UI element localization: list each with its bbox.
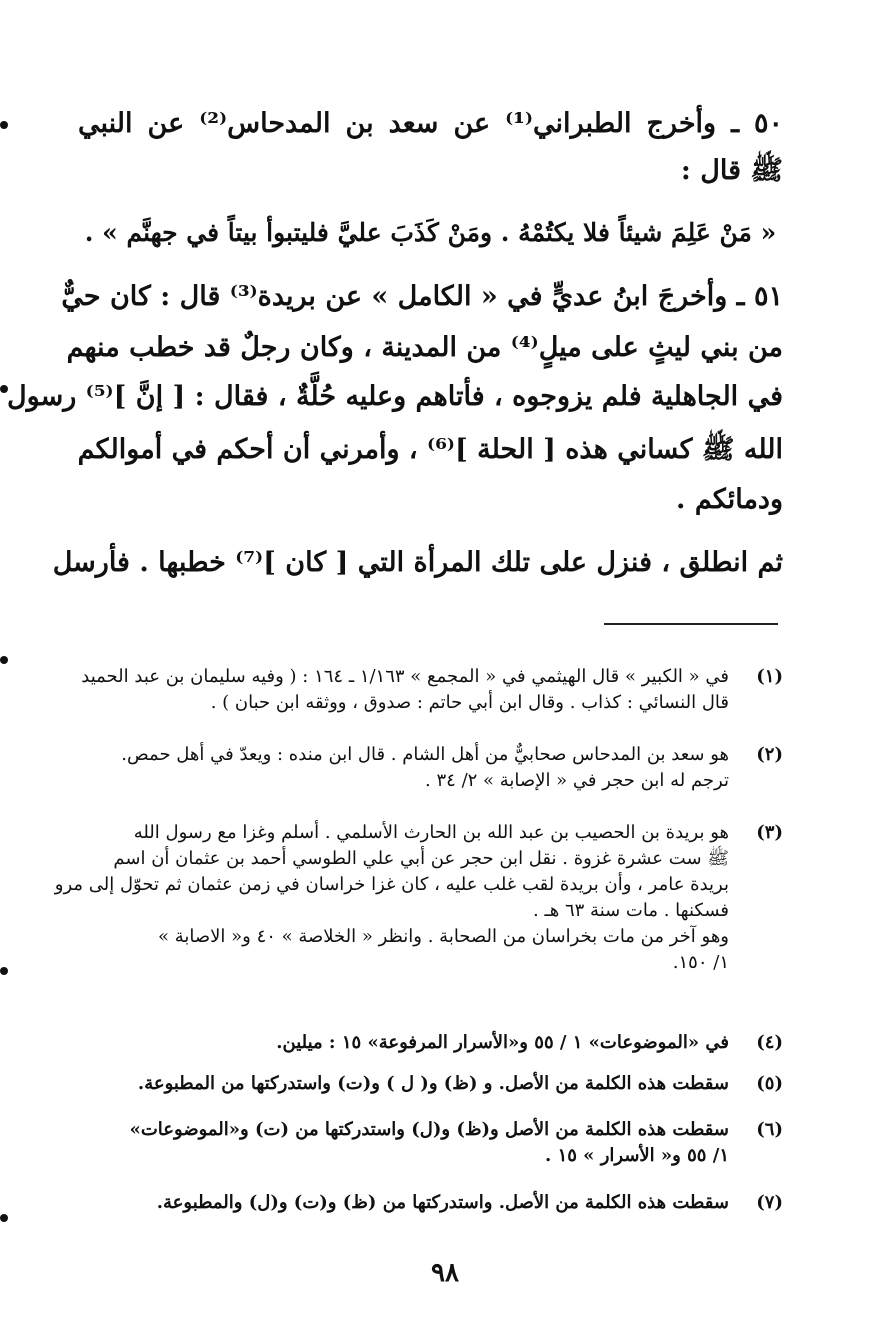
footnote-line: قال النسائي : كذاب . وقال ابن أبي حاتم : صدوق ، ووثقه ابن حبان ) .: [210, 692, 729, 713]
footnote-line: في «الموضوعات» ١ / ٥٥ و«الأسرار المرفوعة» ١٥ : ميلين.: [276, 1032, 729, 1053]
footnote-line: سقطت هذه الكلمة من الأصل. واستدركتها من (ظ) و(ت) و(ل) والمطبوعة.: [156, 1192, 729, 1213]
main-text-line: ﷺ قال :: [680, 155, 783, 186]
footnote-line: ١/ ٥٥ و« الأسرار » ١٥ .: [545, 1145, 729, 1166]
footnote-line: ﷺ ست عشرة غزوة . نقل ابن حجر عن أبي علي الطوسي أحمد بن عثمان أن اسم: [113, 848, 729, 869]
footnote: [78, 1117, 783, 1169]
main-text-line: « مَنْ عَلِمَ شيئاً فلا يكتُمْهُ . ومَنْ كَذَبَ عليَّ فليتبوأ بيتاً في جهنَّم » .: [84, 218, 777, 247]
footnote-line: هو سعد بن المدحاس صحابيٌّ من أهل الشام . قال ابن منده : ويعدّ في أهل حمص.: [121, 744, 729, 765]
footnote: [78, 1190, 783, 1216]
margin-mark: [0, 121, 8, 129]
footnote: [54, 820, 783, 976]
main-text-line: في الجاهلية فلم يزوجوه ، فأتاهم وعليه حُلَّةٌ ، فقال : [ إنَّ ]⁽⁵⁾ رسول: [7, 381, 783, 412]
footnote-line: ترجم له ابن حجر في « الإصابة » ٢/ ٣٤ .: [425, 770, 729, 791]
footnote-line: ١/ ١٥٠.: [672, 952, 729, 973]
footnote-separator: [604, 623, 778, 625]
footnote-number: (١): [756, 666, 783, 687]
main-text-line: ثم انطلق ، فنزل على تلك المرأة التي [ كان ]⁽⁷⁾ خطبها . فأرسل: [52, 547, 783, 578]
footnote-number: (٦): [756, 1119, 783, 1140]
main-text-line: ٥٠ ـ وأخرج الطبراني⁽¹⁾ عن سعد بن المدحاس⁽²⁾ عن النبي: [78, 108, 783, 139]
footnote-number: (٢): [756, 744, 783, 765]
footnote-line: سقطت هذه الكلمة من الأصل. و (ظ) و( ل ) و(ت) واستدركتها من المطبوعة.: [137, 1073, 729, 1094]
footnote: [78, 1071, 783, 1097]
main-text-line: ٥١ ـ وأخرجَ ابنُ عديٍّ في « الكامل » عن بريدة⁽³⁾ قال : كان حيٌّ: [61, 281, 783, 312]
footnote-line: سقطت هذه الكلمة من الأصل و(ظ) و(ل) واستدركتها من (ت) و«الموضوعات»: [129, 1119, 729, 1140]
footnote-number: (٧): [756, 1192, 783, 1213]
footnote: [78, 1030, 783, 1056]
main-text-line: الله ﷺ كساني هذه [ الحلة ]⁽⁶⁾ ، وأمرني أن أحكم في أموالكم: [77, 434, 783, 465]
footnote-number: (٤): [756, 1032, 783, 1053]
footnote-line: هو بريدة بن الحصيب بن عبد الله بن الحارث الأسلمي . أسلم وغزا مع رسول الله: [133, 822, 729, 843]
margin-mark: [0, 967, 8, 975]
footnote-line: فسكنها . مات سنة ٦٣ هـ .: [533, 900, 729, 921]
margin-mark: [0, 656, 8, 664]
page-number: ٩٨: [431, 1258, 459, 1288]
margin-mark: [0, 1214, 8, 1222]
footnote-line: في « الكبير » قال الهيثمي في « المجمع » ١/١٦٣ ـ ١٦٤ : ( وفيه سليمان بن عبد الحميد: [81, 666, 729, 687]
main-text-line: من بني ليثٍ على ميلٍ⁽⁴⁾ من المدينة ، وكان رجلٌ قد خطب منهم: [66, 332, 783, 363]
footnote-line: وهو آخر من مات بخراسان من الصحابة . وانظر « الخلاصة » ٤٠ و« الاصابة »: [157, 926, 729, 947]
footnote: [78, 742, 783, 794]
footnote: [78, 664, 783, 716]
footnote-number: (٥): [756, 1073, 783, 1094]
main-text-line: ودمائكم .: [676, 484, 783, 515]
footnote-line: بريدة عامر ، وأن بريدة لقب غلب عليه ، كان غزا خراسان في زمن عثمان ثم تحوّل إلى مرو: [54, 874, 729, 895]
footnote-number: (٣): [756, 822, 783, 843]
